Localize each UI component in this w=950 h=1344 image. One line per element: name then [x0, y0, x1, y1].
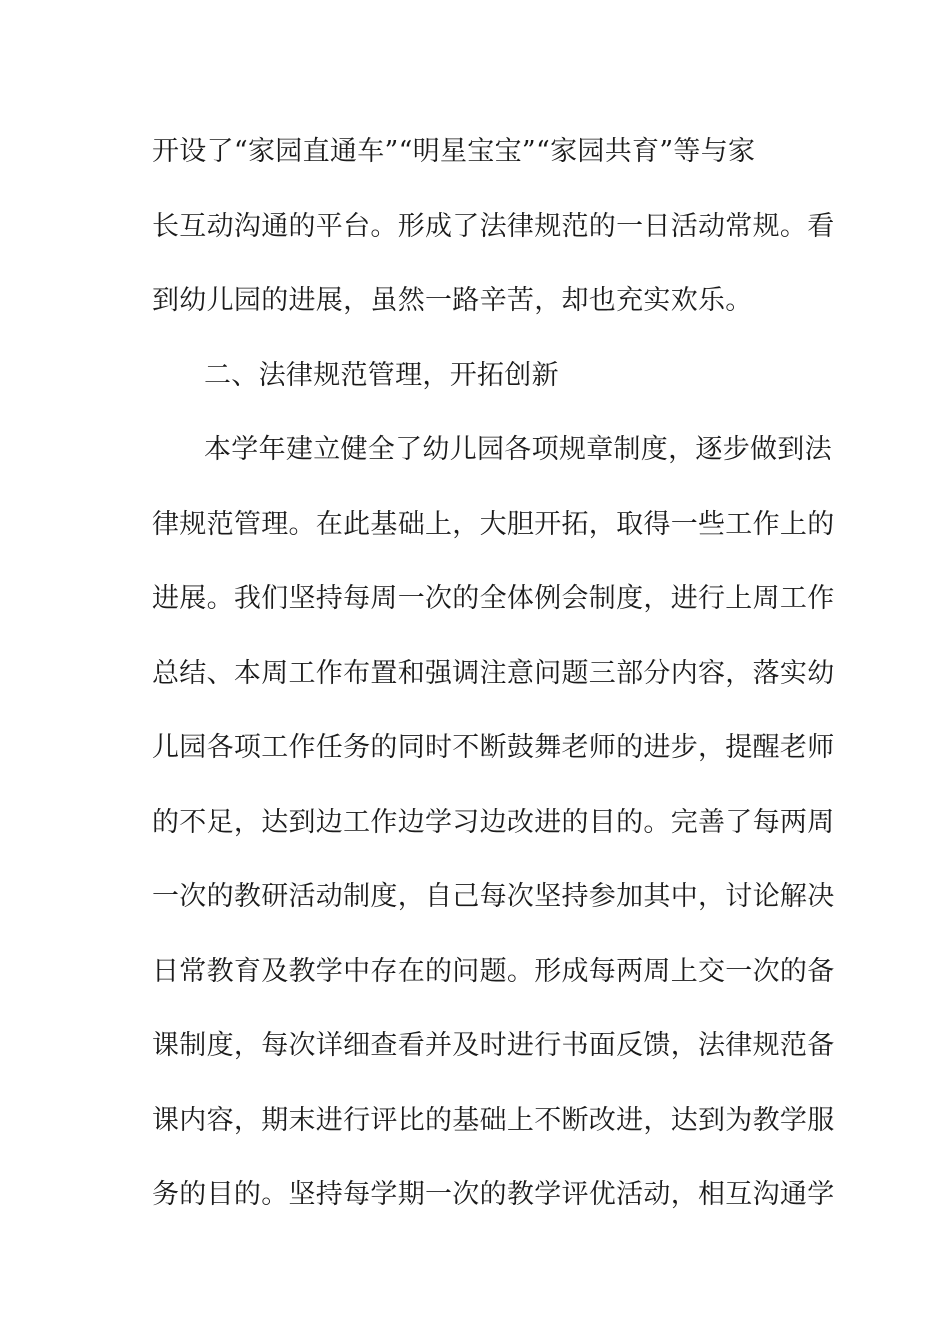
section-heading: 二、法律规范管理，开拓创新: [204, 360, 559, 391]
paragraph-2-line-7: 一次的教研活动制度，自己每次坚持参加其中，讨论解决: [152, 881, 835, 912]
paragraph-2-line-8: 日常教育及教学中存在的问题。形成每两周上交一次的备: [152, 956, 835, 987]
paragraph-2-line-5: 儿园各项工作任务的同时不断鼓舞老师的进步，提醒老师: [152, 732, 835, 763]
paragraph-2-line-1: 本学年建立健全了幼儿园各项规章制度，逐步做到法: [204, 434, 832, 465]
paragraph-2-line-4: 总结、本周工作布置和强调注意问题三部分内容，落实幼: [152, 658, 835, 689]
paragraph-2-line-6: 的不足，达到边工作边学习边改进的目的。完善了每两周: [152, 807, 835, 838]
paragraph-2-line-9: 课制度，每次详细查看并及时进行书面反馈，法律规范备: [152, 1030, 835, 1061]
paragraph-2-line-11: 务的目的。坚持每学期一次的教学评优活动，相互沟通学: [152, 1179, 835, 1210]
paragraph-2-line-2: 律规范管理。在此基础上，大胆开拓，取得一些工作上的: [152, 509, 835, 540]
paragraph-2-line-3: 进展。我们坚持每周一次的全体例会制度，进行上周工作: [152, 583, 835, 614]
paragraph-1-line-3: 到幼儿园的进展，虽然一路辛苦，却也充实欢乐。: [152, 285, 753, 316]
paragraph-1-line-1: 开设了“家园直通车”“明星宝宝”“家园共育”等与家: [152, 136, 756, 167]
paragraph-2-line-10: 课内容，期末进行评比的基础上不断改进，达到为教学服: [152, 1105, 835, 1136]
paragraph-1-line-2: 长互动沟通的平台。形成了法律规范的一日活动常规。看: [152, 211, 835, 242]
